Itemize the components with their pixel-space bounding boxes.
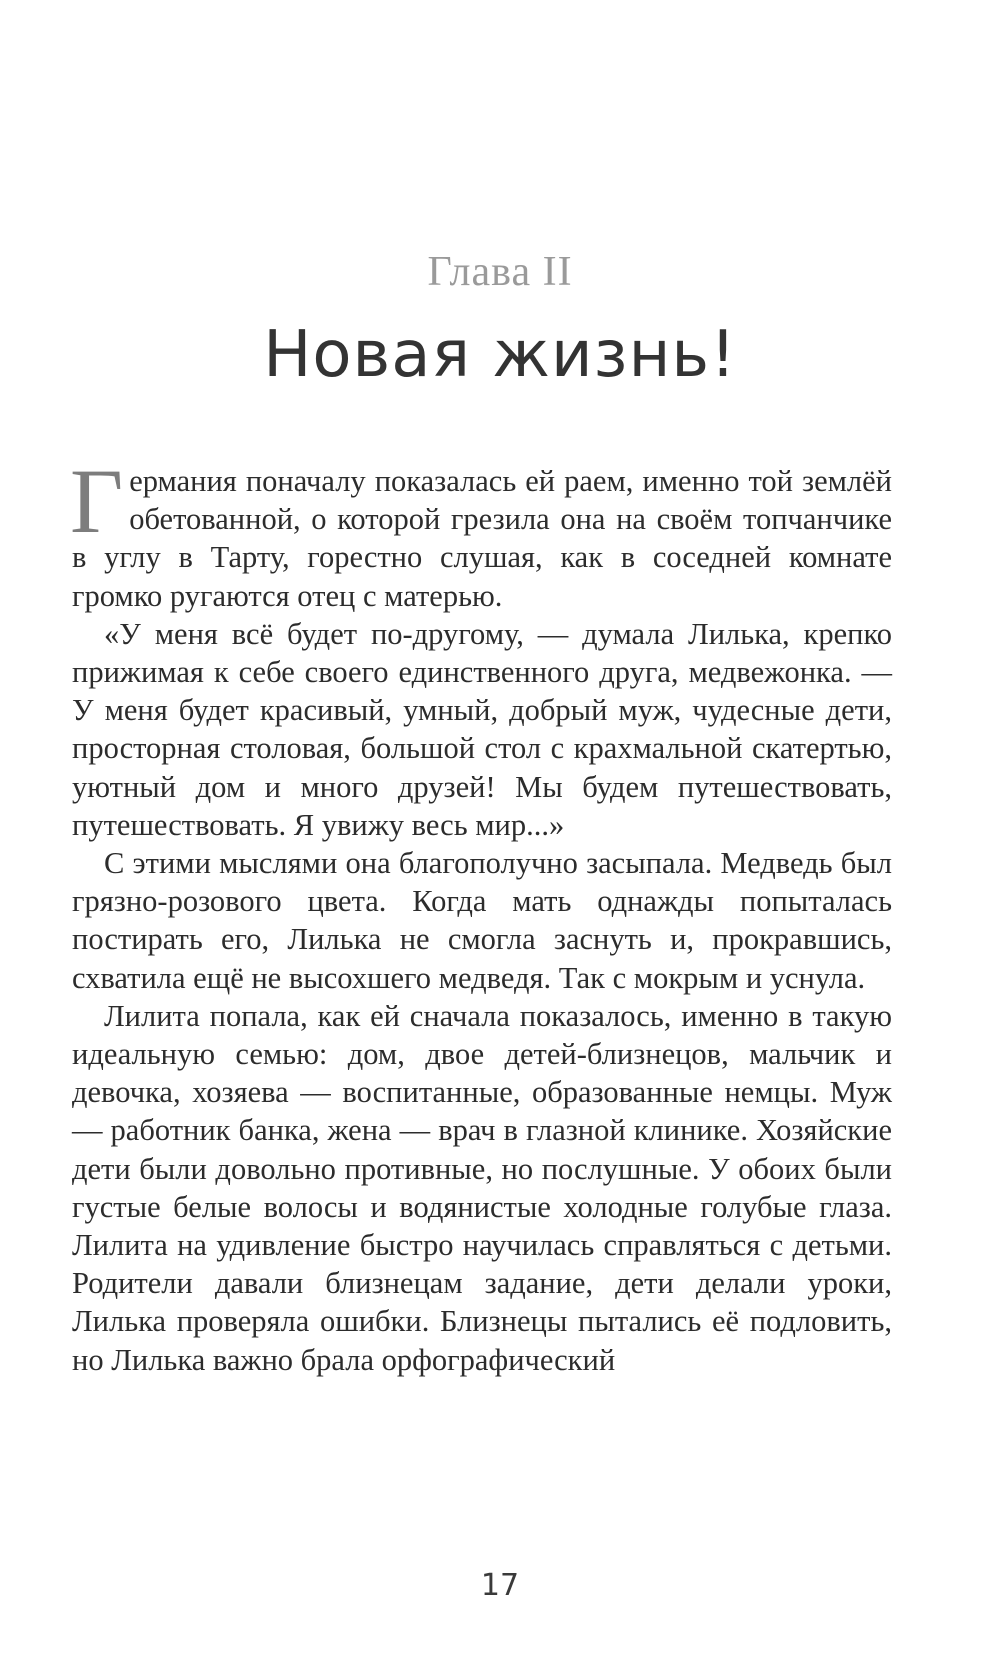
chapter-body [70, 450, 892, 1379]
paragraph-1 [70, 450, 892, 615]
chapter-title: Новая жизнь! [263, 318, 737, 392]
paragraph-text: ермания поначалу показалась ей раем, именно той землёй обетованной, о которой грезила она на своём топчанчике в углу в Тарту, горестно слушая, как в соседней комнате громко ругаются отец с матерью. [72, 464, 892, 613]
paragraph-3: С этими мыслями она благополучно засыпала. Медведь был грязно-розового цвета. Когда мать однажды попыталась постирать его, Лилька не смогла заснуть и, прокравшись, схватила ещё не высохшего медведя. Так с мокрым и уснула. [72, 846, 892, 995]
paragraph-4: Лилита попала, как ей сначала показалось, именно в такую идеальную семью: дом, двое детей-близнецов, мальчик и девочка, хозяева — воспитанные, образованные немцы. Муж — работник банка, жена — врач в глазной клинике. Хозяйские дети были довольно противные, но послушные. У обоих были густые белые волосы и водянистые холодные голубые глаза. Лилита на удивление быстро научилась справляться с детьми. Родители давали близнецам задание, дети делали уроки, Лилька проверяла ошибки. Близнецы пытались её подловить, но Лилька важно брала орфографический [72, 998, 892, 1377]
paragraph-2: «У меня всё будет по-другому, — думала Лилька, крепко прижимая к себе своего единственного друга, медвежонка. — У меня будет красивый, умный, добрый муж, чудесные дети, просторная столовая, большой стол с крахмальной скатертью, уютный дом и много друзей! Мы будем путешествовать, путешествовать. Я увижу весь мир...» [72, 616, 892, 842]
chapter-label: Глава II [427, 249, 573, 295]
drop-cap: Г [70, 450, 124, 552]
page-number: 17 [480, 1568, 520, 1603]
